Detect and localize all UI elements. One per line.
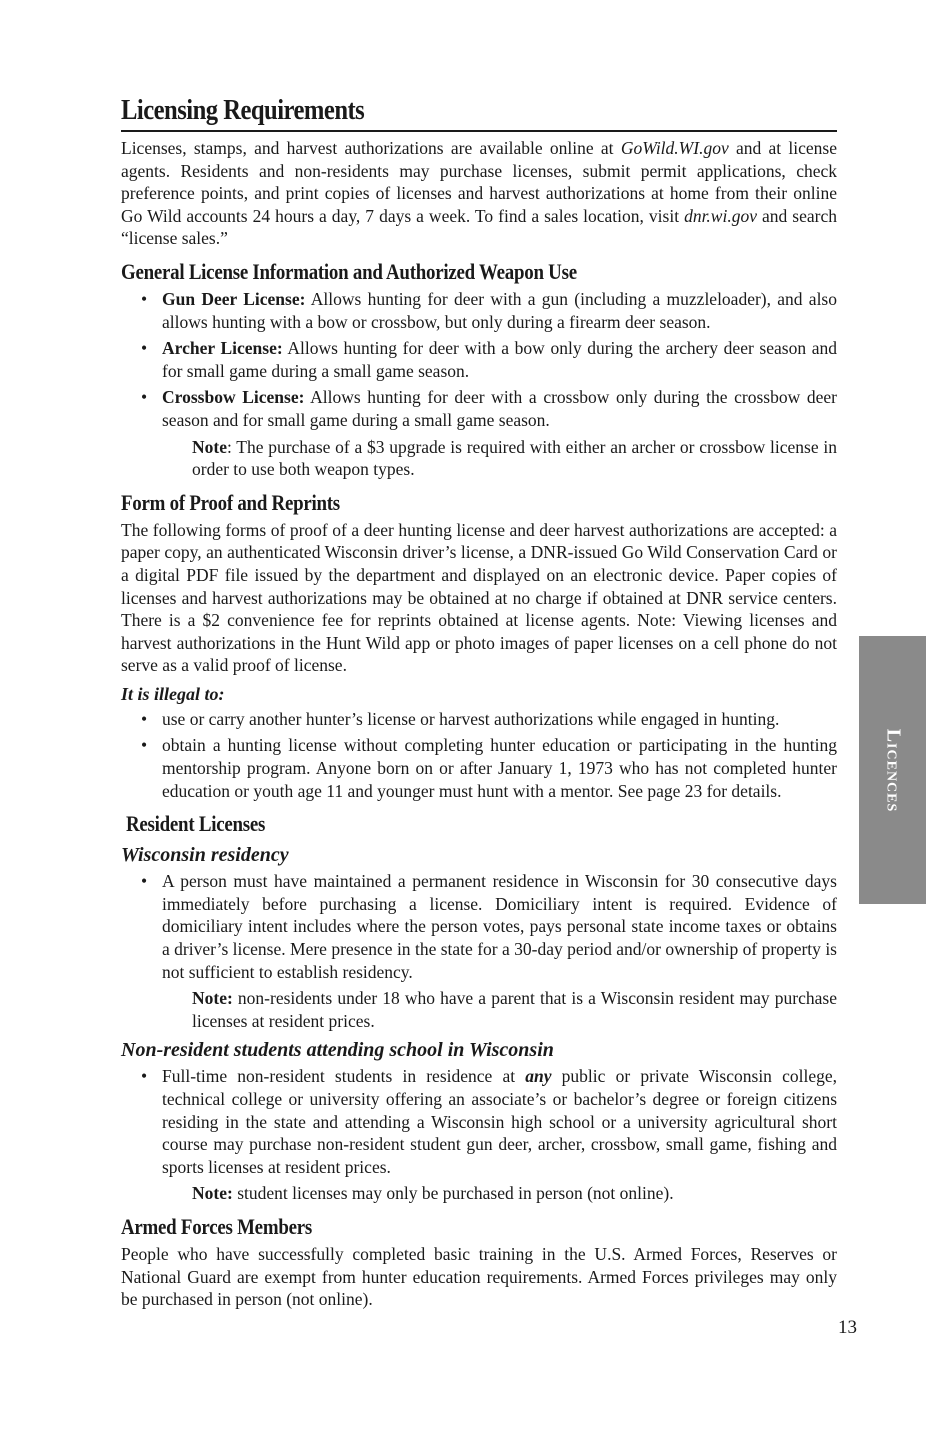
gowild-link: GoWild.WI.gov xyxy=(620,138,729,158)
armed-heading: Armed Forces Members xyxy=(121,1213,312,1239)
upgrade-note: Note: The purchase of a $3 upgrade is required with either an archer or crossbow license in order to use both weapon types. xyxy=(192,436,837,480)
intro-text-2: and at license agents. Residents and non-residents may purchase licenses, submit permit applications, check preference points, and print copies of licenses and harvest authorizations at home from their online Go Wild accounts 24 hours a day, 7 days a week. To find a sales location, visit xyxy=(121,138,837,226)
list-item: • Gun Deer License: Allows hunting for deer with a gun (including a muzzleloader), and also allows hunting with a bow or crossbow, but only during a firearm deer season. xyxy=(141,288,837,332)
section-tab-label: Licences xyxy=(882,728,904,812)
students-list xyxy=(121,1065,837,1178)
armed-paragraph: People who have successfully completed basic training in the U.S. Armed Forces, Reserves or National Guard are exempt from hunter education requirements. Armed Forces privileges may only be purchased in person (not online). xyxy=(121,1243,837,1310)
residency-heading: Wisconsin residency xyxy=(121,844,289,867)
list-item: • Archer License: Allows hunting for deer with a bow only during the archery deer season and for small game during a small game season. xyxy=(141,338,838,381)
proof-heading: Form of Proof and Reprints xyxy=(121,489,340,515)
illegal-list xyxy=(121,708,837,802)
title-rule xyxy=(121,130,837,132)
list-item: • A person must have maintained a permanent residence in Wisconsin for 30 consecutive days immediately before purchasing a license. Domiciliary intent is required. Evidence of domiciliary intent includes where the person votes, pays personal state income taxes or obtains a driver’s license. Mere presence in the state for a 30-day period and/or ownership of property is not sufficient to establish residency. xyxy=(141,871,837,982)
list-item: • Full-time non-resident students in residence at any public or private Wisconsin college, technical college or university offering an associate’s or bachelor’s degree or foreign citizens residing in the state and attending a Wisconsin high school or a university agricultural short course may purchase non-resident student gun deer, archer, crossbow, small game, fishing and sports licenses at resident prices. xyxy=(141,1066,837,1177)
page-number: 13 xyxy=(838,1317,857,1338)
license-list xyxy=(121,288,837,432)
list-item: • obtain a hunting license without completing hunter education or participating in the hunting mentorship program. Anyone born on or after January 1, 1973 who has not completed hunter education or youth age 11 and younger must hunt with a mentor. See page 23 for details. xyxy=(141,735,837,801)
illegal-heading: It is illegal to: xyxy=(121,683,225,704)
resident-heading: Resident Licenses xyxy=(126,811,266,837)
general-heading: General License Information and Authorized Weapon Use xyxy=(121,258,577,284)
proof-paragraph: The following forms of proof of a deer hunting license and deer harvest authorizations are accepted: a paper copy, an authenticated Wisconsin driver’s license, a DNR-issued Go Wild Conservation Card or a digital PDF file issued by the department and displayed on an electronic device. Paper copies of licenses and harvest authorizations may be obtained at no charge if obtained at DNR service centers. There is a $2 convenience fee for reprints obtained at license agents. Note: Viewing licenses and harvest authorizations in the Hunt Wild app or photo images of paper licenses on a cell phone do not serve as a valid proof of license. xyxy=(121,519,837,676)
residency-list xyxy=(121,870,837,983)
intro-text-1: Licenses, stamps, and harvest authorizations are available online at xyxy=(121,138,621,158)
section-tab xyxy=(859,636,926,904)
students-note: Note: student licenses may only be purchased in person (not online). xyxy=(192,1183,674,1204)
residency-note: Note: non-residents under 18 who have a parent that is a Wisconsin resident may purchase licenses at resident prices. xyxy=(192,988,837,1031)
list-item: • use or carry another hunter’s license or harvest authorizations while engaged in hunting. xyxy=(141,708,780,729)
students-heading: Non-resident students attending school in Wisconsin xyxy=(121,1039,554,1062)
dnr-link: dnr.wi.gov xyxy=(684,205,757,226)
intro-paragraph xyxy=(121,137,837,250)
list-item: • Crossbow License: Allows hunting for deer with a crossbow only during the crossbow deer season and for small game during a small game season. xyxy=(141,387,837,430)
page-content xyxy=(121,94,837,1311)
intro-text-3: and search “license sales.” xyxy=(121,205,837,249)
page-title: Licensing Requirements xyxy=(121,95,365,126)
